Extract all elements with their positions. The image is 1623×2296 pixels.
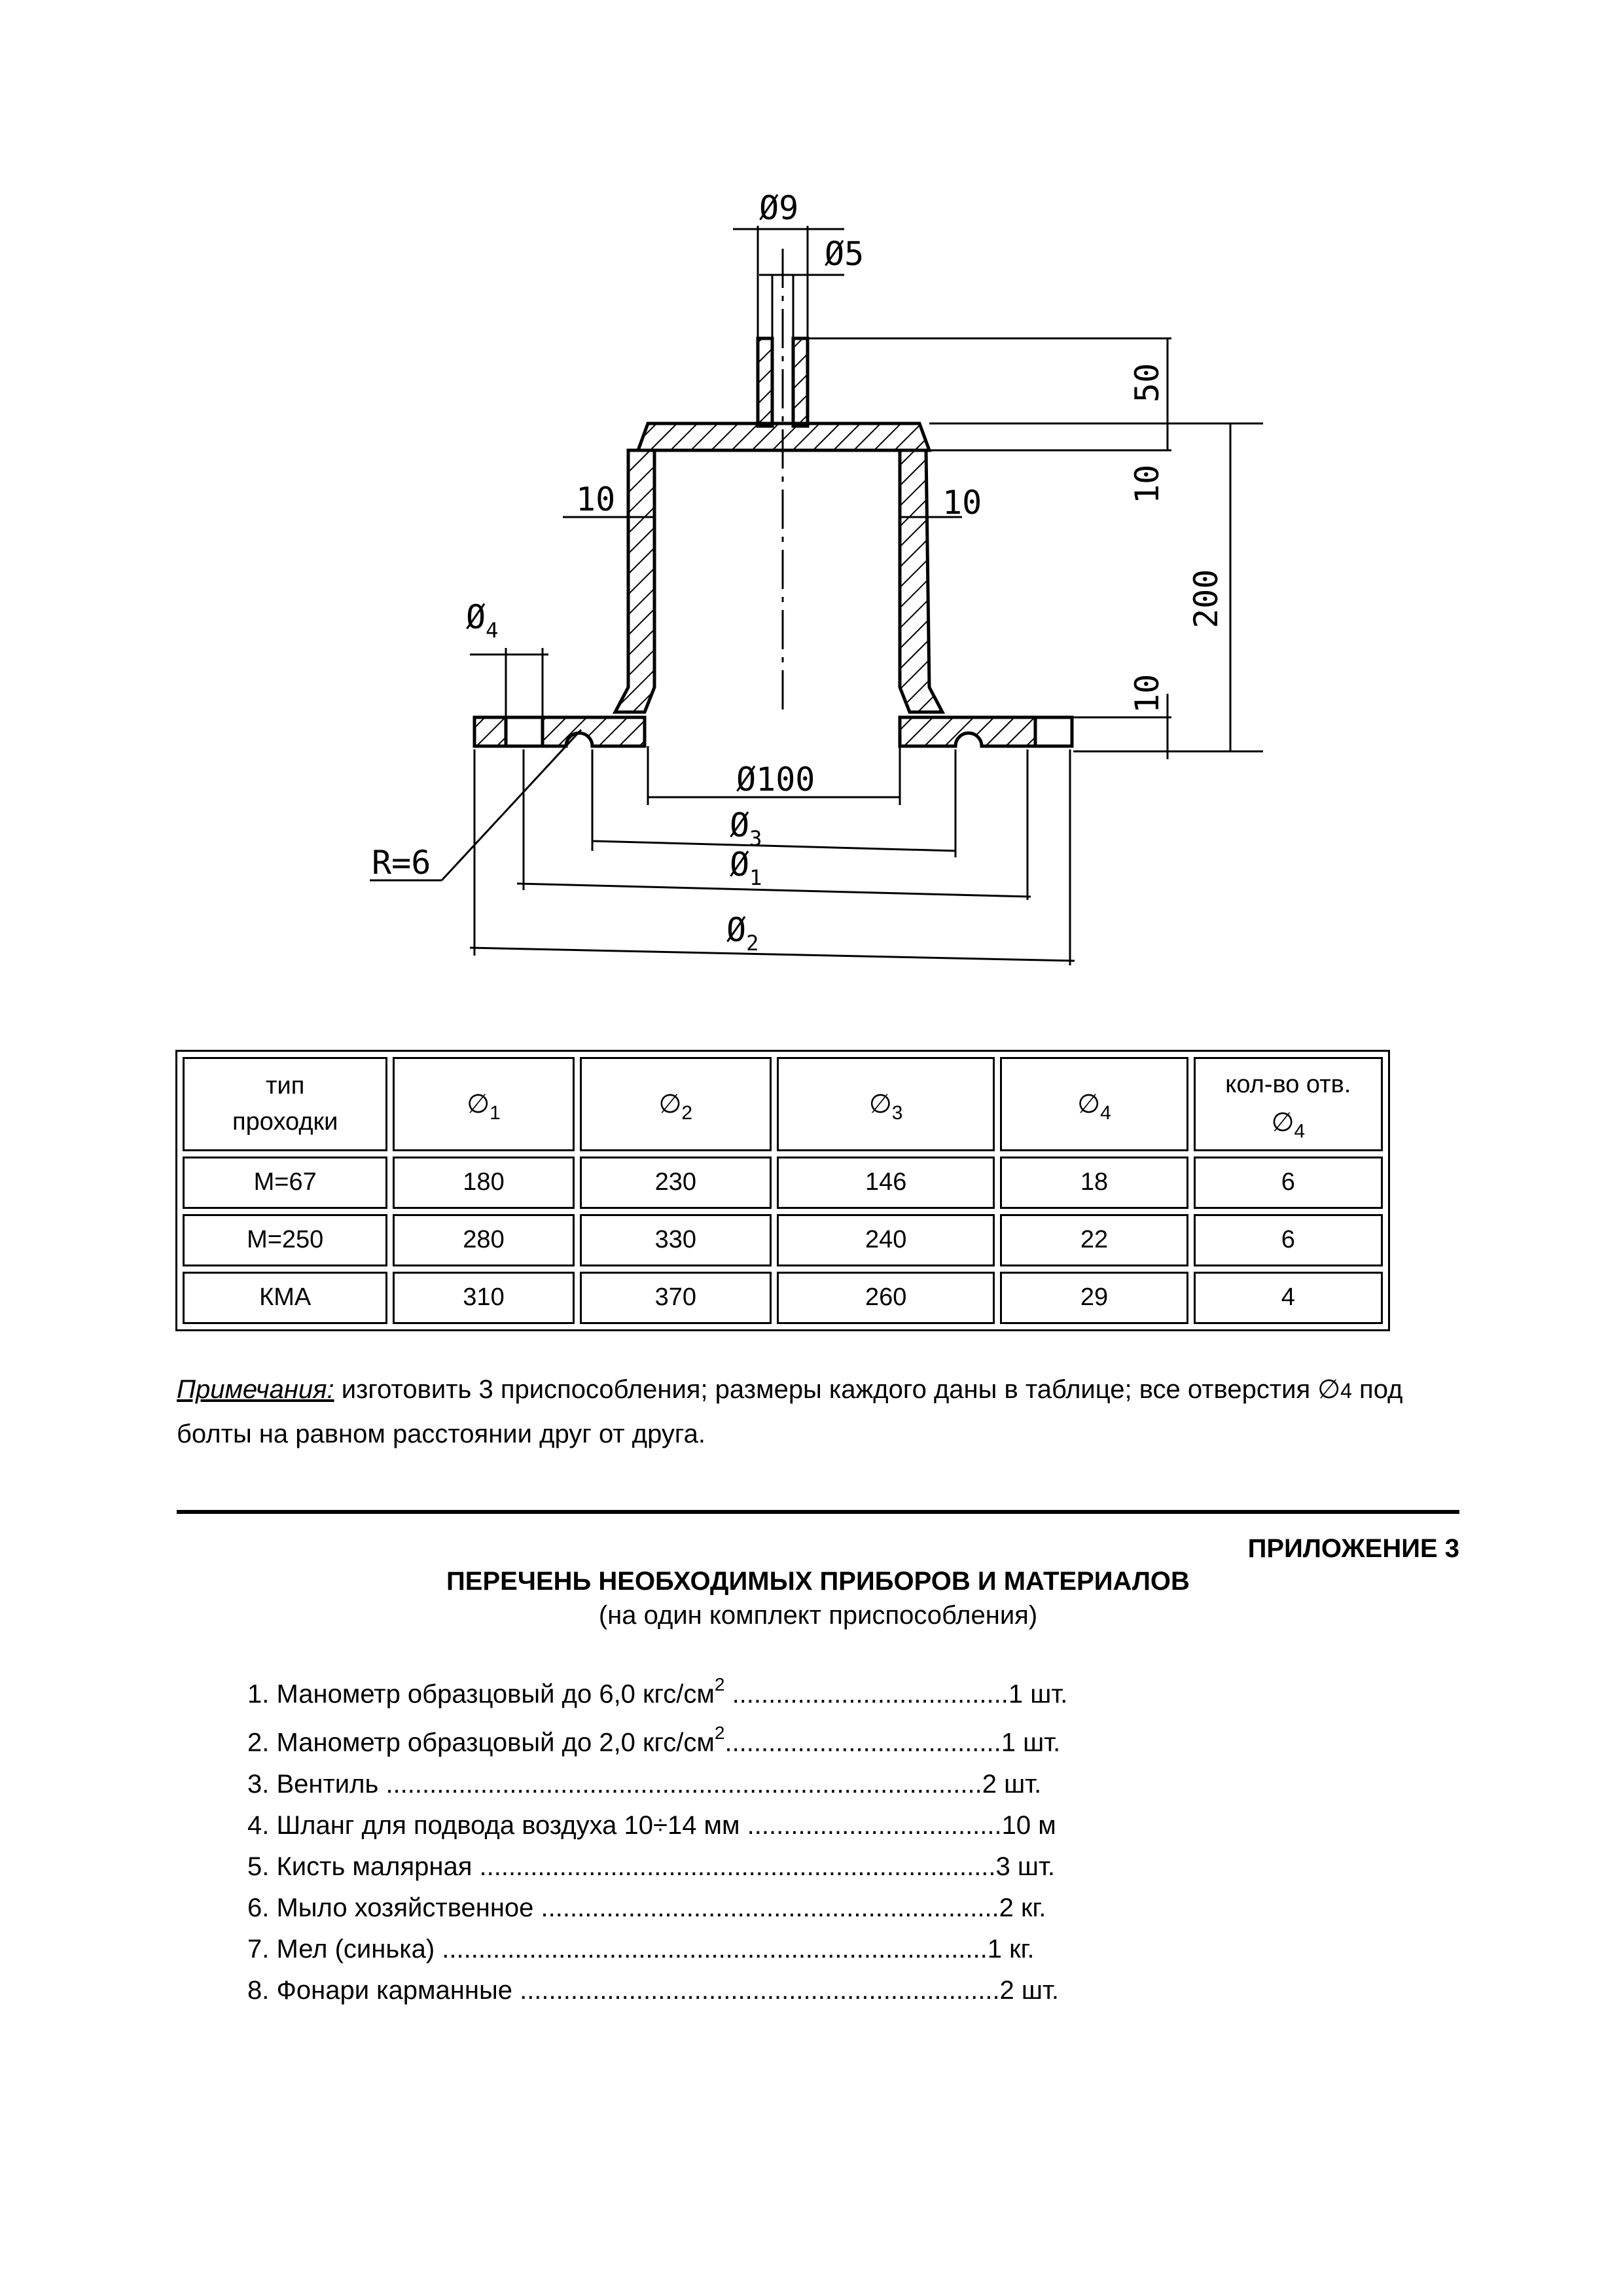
header-d3: $\emptyset_3$ — [777, 1057, 995, 1151]
table-cell: 310 — [393, 1272, 574, 1324]
bolt-hole-left — [506, 717, 543, 746]
list-item: 1. Манометр образцовый до 6,0 кгс/$см^2$ ......................................1 шт. — [247, 1674, 1068, 1709]
table-row — [183, 1272, 1383, 1324]
table-cell: 260 — [777, 1272, 995, 1324]
notes-text-a: изготовить 3 приспособления; размеры каждого даны в таблице; все отверстия — [334, 1375, 1318, 1404]
dim-top-plate: 10 — [1128, 464, 1166, 504]
table-cell: 6 — [1194, 1214, 1383, 1266]
header-d4: $\emptyset_4$ — [1000, 1057, 1188, 1151]
table-cell: 29 — [1000, 1272, 1188, 1324]
table-cell: 146 — [777, 1157, 995, 1209]
dim-body-height: 200 — [1187, 569, 1225, 628]
table-cell: 22 — [1000, 1214, 1188, 1266]
list-item: 3. Вентиль ..................................................................................2 шт. — [247, 1769, 1042, 1799]
dim-stem-outer: Ø9 — [759, 189, 799, 227]
header-d2: $\emptyset_2$ — [580, 1057, 772, 1151]
table-cell: 230 — [580, 1157, 772, 1209]
part-section — [474, 338, 1070, 746]
technical-drawing — [0, 0, 1623, 1021]
table-cell: 180 — [393, 1157, 574, 1209]
table-cell: М=250 — [183, 1214, 387, 1266]
base-left — [474, 717, 645, 746]
dim-wall-left: 10 — [576, 480, 616, 518]
header-type: тип проходки — [183, 1057, 387, 1151]
right-wall — [900, 450, 942, 712]
header-hole-count: кол-во отв. $\emptyset_4$ — [1194, 1057, 1383, 1151]
notes-text-b: под болты на равном расстоянии друг от друга. — [177, 1375, 1403, 1448]
dim-hole: $Ø_4$ — [466, 598, 499, 643]
appendix-label: ПРИЛОЖЕНИЕ 3 — [1247, 1534, 1459, 1563]
dim-wall-right: 10 — [942, 484, 982, 522]
dim-d3: $Ø_3$ — [730, 806, 762, 851]
header-d1: $\emptyset_1$ — [393, 1057, 574, 1151]
horizontal-divider — [177, 1510, 1459, 1514]
dim-inner-diameter: Ø100 — [736, 761, 815, 798]
notes-label: Примечания: — [177, 1375, 334, 1404]
list-item: 8. Фонари карманные ..................................................................2 шт. — [247, 1975, 1059, 2005]
list-item: 5. Кисть малярная .......................................................................3 шт. — [247, 1852, 1055, 1881]
dim-stem-inner: Ø5 — [825, 235, 865, 273]
list-item: 6. Мыло хозяйственное ...............................................................2 кг. — [247, 1893, 1046, 1922]
notes-symbol: ∅ — [1317, 1374, 1341, 1405]
dim-d2: $Ø_2$ — [726, 911, 759, 956]
dimensions-table — [175, 1050, 1390, 1331]
left-wall — [615, 450, 654, 712]
table-cell: 4 — [1194, 1272, 1383, 1324]
table-row — [183, 1157, 1383, 1209]
list-title: ПЕРЕЧЕНЬ НЕОБХОДИМЫХ ПРИБОРОВ И МАТЕРИАЛОВ — [446, 1567, 1190, 1596]
table-cell: 240 — [777, 1214, 995, 1266]
table-cell: 280 — [393, 1214, 574, 1266]
notes-paragraph — [177, 1368, 1459, 1456]
materials-list — [247, 1666, 1067, 2011]
table-cell: 330 — [580, 1214, 772, 1266]
table-cell: КМА — [183, 1272, 387, 1324]
stem-right-wall — [793, 338, 808, 426]
stem-left-wall — [758, 338, 772, 426]
table-cell: 370 — [580, 1272, 772, 1324]
dim-stem-height: 50 — [1128, 363, 1166, 403]
dim-radius: R=6 — [372, 844, 431, 882]
list-item: 7. Мел (синька) ...........................................................................1 кг. — [247, 1934, 1035, 1964]
bolt-hole-right — [1035, 717, 1072, 746]
list-subtitle: (на один комплект приспособления) — [598, 1601, 1038, 1630]
dim-base-plate: 10 — [1128, 673, 1166, 713]
table-cell: М=67 — [183, 1157, 387, 1209]
dim-d1: $Ø_1$ — [730, 846, 762, 890]
notes-sub: 4 — [1340, 1379, 1352, 1403]
table-cell: 6 — [1194, 1157, 1383, 1209]
table-header-row — [183, 1057, 1383, 1151]
table-cell: 18 — [1000, 1157, 1188, 1209]
table-row — [183, 1214, 1383, 1266]
list-item: 2. Манометр образцовый до 2,0 кгс/$см^2......................................1$ шт. — [247, 1723, 1061, 1757]
list-item: 4. Шланг для подвода воздуха 10÷14 мм ...................................10 м — [247, 1810, 1056, 1840]
